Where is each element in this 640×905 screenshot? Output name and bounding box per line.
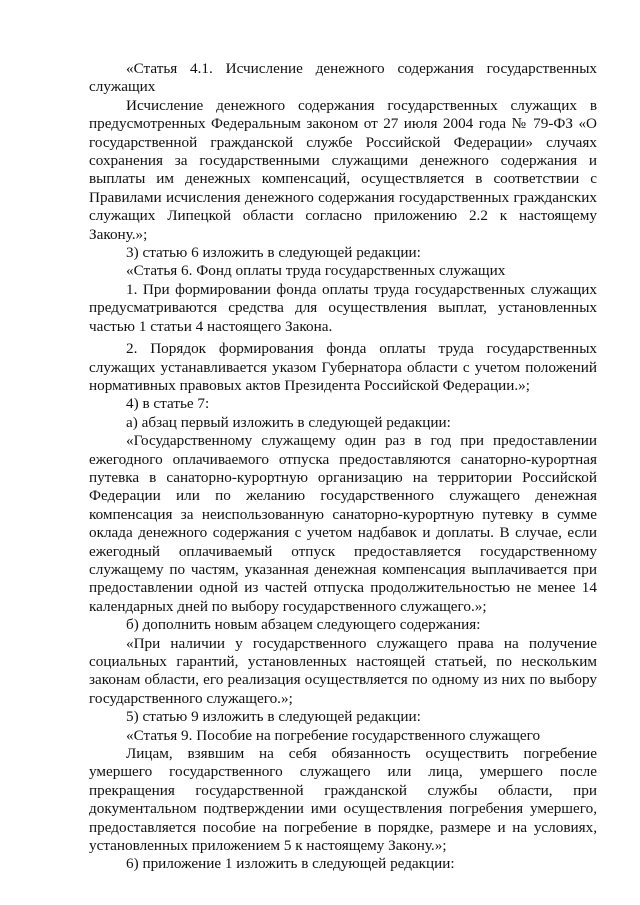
- article-7-paragraph-1: «Государственному служащему один раз в год при предоставлении ежегодного оплачиваемого отпуска предоставляются санаторно-курортная путевка в санаторно-курортную организацию на территории Российской Федерации или по желанию государственного служащего денежная компенсация за неиспользованную санаторно-курортную путевку в сумме оклада денежного содержания с учетом надбавок и доплаты. В случае, если ежегодный оплачиваемый отпуск предоставляется государственному служащему по частям, указанная денежная компенсация выплачивается при предоставлении одной из частей отпуска продолжительностью не менее 14 календарных дней по выбору государственного служащего.»;: [89, 432, 597, 615]
- amendment-item-4a: а) абзац первый изложить в следующей редакции:: [126, 413, 451, 431]
- amendment-item-3: 3) статью 6 изложить в следующей редакции:: [126, 244, 421, 262]
- amendment-item-5: 5) статью 9 изложить в следующей редакции:: [126, 708, 421, 726]
- article-4-1-heading: «Статья 4.1. Исчисление денежного содержания государственных служащих: [89, 60, 597, 96]
- amendment-item-4b: б) дополнить новым абзацем следующего содержания:: [126, 616, 481, 634]
- article-6-part-2: 2. Порядок формирования фонда оплаты труда государственных служащих устанавливается указом Губернатора области с учетом положений нормативных правовых актов Президента Российской Федерации.»;: [89, 340, 597, 394]
- document-page: [89, 60, 597, 874]
- article-7-new-paragraph: «При наличии у государственного служащего права на получение социальных гарантий, установленных настоящей статьей, по нескольким законам области, его реализация осуществляется по одному из них по выбору государственного служащего.»;: [89, 634, 597, 707]
- amendment-item-4: 4) в статье 7:: [126, 395, 210, 413]
- amendment-item-6: 6) приложение 1 изложить в следующей редакции:: [126, 855, 455, 873]
- article-4-1-body: Исчисление денежного содержания государственных служащих в предусмотренных Федеральным законом от 27 июля 2004 года № 79-ФЗ «О государственной гражданской службе Российской Федерации» случаях сохранения за государственными служащими денежного содержания и выплаты им денежных компенсаций, осуществляется в соответствии с Правилами исчисления денежного содержания государственных гражданских служащих Липецкой области согласно приложению 2.2 к настоящему Закону.»;: [89, 96, 597, 243]
- article-6-part-1: 1. При формировании фонда оплаты труда государственных служащих предусматриваются средства для осуществления выплат, установленных частью 1 статьи 4 настоящего Закона.: [89, 280, 597, 335]
- article-9-body: Лицам, взявшим на себя обязанность осуществить погребение умершего государственного служащего или лица, умершего после прекращения государственной гражданской службы области, при документальном подтверждении ими осуществления погребения умершего, предоставляется пособие на погребение в порядке, размере и на условиях, установленных приложением 5 к настоящему Закону.»;: [89, 745, 597, 855]
- article-9-heading: «Статья 9. Пособие на погребение государственного служащего: [126, 726, 541, 744]
- article-6-heading: «Статья 6. Фонд оплаты труда государственных служащих: [126, 262, 506, 280]
